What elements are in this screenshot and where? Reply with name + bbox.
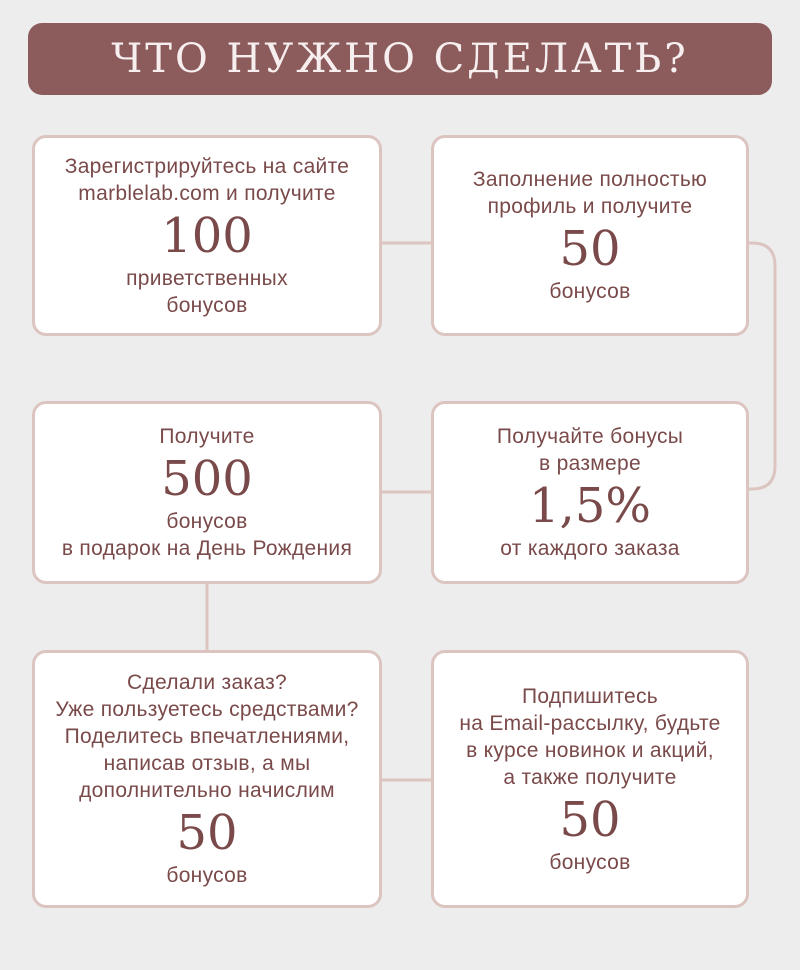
page-title: ЧТО НУЖНО СДЕЛАТЬ? <box>111 36 689 82</box>
card-text-before: Заполнение полностью <box>472 168 708 191</box>
card-cashback <box>431 401 749 584</box>
card-text-before: а также получите <box>503 765 677 789</box>
card-text-before: в размере <box>539 452 641 475</box>
card-text-after: бонусов <box>549 850 631 874</box>
bonus-amount: 50 <box>559 791 621 848</box>
card-profile <box>431 135 749 336</box>
bonus-amount: 500 <box>161 451 253 507</box>
card-text-after: бонусов <box>166 510 248 533</box>
card-text-before: профиль и получите <box>487 195 693 218</box>
card-text-after: приветственных <box>126 266 288 290</box>
card-text-before: Поделитесь впечатлениями, <box>64 725 350 748</box>
card-text-before: marblelab.com и получите <box>78 181 336 205</box>
bonus-amount: 100 <box>161 207 253 264</box>
card-register <box>32 135 382 336</box>
card-birthday <box>32 401 382 584</box>
card-text-before: Сделали заказ? <box>126 671 288 694</box>
bonus-amount: 1,5% <box>529 478 651 534</box>
bonus-amount: 50 <box>559 221 621 277</box>
card-review <box>32 650 382 908</box>
card-text-before: Получайте бонусы <box>496 425 684 448</box>
card-text-before: в курсе новинок и акций, <box>466 738 714 762</box>
card-text-after: бонусов <box>166 864 248 887</box>
card-text-before: Уже пользуетесь средствами? <box>55 698 359 721</box>
card-text-before: Подпишитесь <box>521 684 659 708</box>
card-text-after: бонусов <box>549 280 631 303</box>
card-text-after: от каждого заказа <box>500 537 680 560</box>
card-text-before: Получите <box>159 425 255 448</box>
card-text-before: на Email-рассылку, будьте <box>459 711 721 735</box>
card-text-before: написав отзыв, а мы <box>103 752 311 775</box>
card-text-after: бонусов <box>166 293 248 317</box>
card-text-before: дополнительно начислим <box>79 779 335 802</box>
card-text-before: Зарегистрируйтесь на сайте <box>64 154 350 178</box>
card-newsletter <box>431 650 749 908</box>
card-text-after: в подарок на День Рождения <box>61 537 353 560</box>
bonus-amount: 50 <box>176 805 238 861</box>
connector-2-4 <box>747 243 775 489</box>
